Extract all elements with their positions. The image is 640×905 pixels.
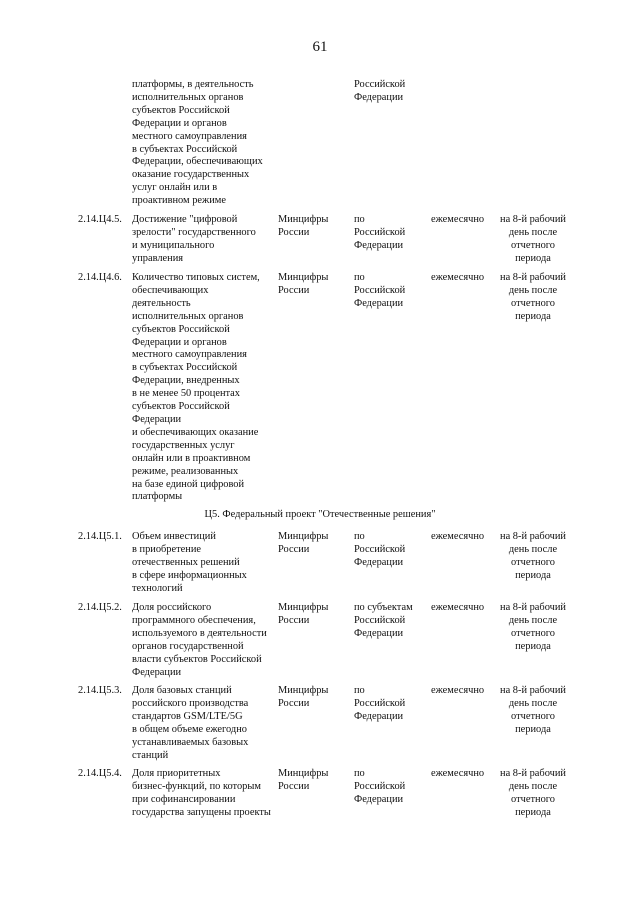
indicator-deadline: на 8-й рабочий день после отчетного периода xyxy=(500,531,566,581)
indicator-name: Доля базовых станций российского производства стандартов GSM/LTE/5G в общем объеме ежегодно устанавливаемых базовых станций xyxy=(132,685,249,761)
indicator-level: Российской Федерации xyxy=(354,79,406,103)
indicator-name: Доля российского программного обеспечения, используемого в деятельности органов государственной власти субъектов Российской Федерации xyxy=(132,602,267,678)
indicator-code: 2.14.Ц4.6. xyxy=(78,272,122,283)
indicator-level: по Российской Федерации xyxy=(354,768,406,805)
indicator-code: 2.14.Ц5.4. xyxy=(78,768,122,779)
indicator-code: 2.14.Ц4.5. xyxy=(78,214,122,225)
indicator-frequency: ежемесячно xyxy=(431,272,485,283)
indicator-responsible: Минцифры России xyxy=(278,768,329,792)
indicator-responsible: Минцифры России xyxy=(278,214,329,238)
indicator-name: Доля приоритетных бизнес-функций, по которым при софинансировании государства запущены проекты xyxy=(132,768,271,818)
indicator-frequency: ежемесячно xyxy=(431,531,485,542)
indicator-responsible: Минцифры России xyxy=(278,685,329,709)
indicator-deadline: на 8-й рабочий день после отчетного периода xyxy=(500,768,566,818)
indicator-level: по Российской Федерации xyxy=(354,214,406,251)
indicator-name: Количество типовых систем, обеспечивающих деятельность исполнительных органов субъектов Российской Федерации и органов местного самоуправления в субъектах Российской Федерации, внедренных в не менее 50 процентах субъектов Российской Федерации и обеспечивающих оказание государственных услуг онлайн или в проактивном режиме, реализованных на базе единой цифровой платформы xyxy=(132,272,260,503)
indicator-deadline: на 8-й рабочий день после отчетного периода xyxy=(500,214,566,264)
indicator-level: по Российской Федерации xyxy=(354,685,406,722)
indicator-code: 2.14.Ц5.2. xyxy=(78,602,122,613)
indicator-level: по Российской Федерации xyxy=(354,531,406,568)
indicator-code: 2.14.Ц5.3. xyxy=(78,685,122,696)
indicator-frequency: ежемесячно xyxy=(431,602,485,613)
indicator-code: 2.14.Ц5.1. xyxy=(78,531,122,542)
indicator-name: платформы, в деятельность исполнительных органов субъектов Российской Федерации и органов местного самоуправления в субъектах Российской Федерации, обеспечивающих оказание государственных услуг онлайн или в проактивном режиме xyxy=(132,79,263,207)
indicator-responsible: Минцифры России xyxy=(278,602,329,626)
indicator-level: по Российской Федерации xyxy=(354,272,406,309)
indicator-level: по субъектам Российской Федерации xyxy=(354,602,413,639)
indicator-deadline: на 8-й рабочий день после отчетного периода xyxy=(500,685,566,735)
indicator-frequency: ежемесячно xyxy=(431,768,485,779)
indicator-deadline: на 8-й рабочий день после отчетного периода xyxy=(500,272,566,322)
indicator-name: Объем инвестиций в приобретение отечественных решений в сфере информационных технологий xyxy=(132,531,247,594)
indicator-frequency: ежемесячно xyxy=(431,685,485,696)
indicator-responsible: Минцифры России xyxy=(278,531,329,555)
indicator-frequency: ежемесячно xyxy=(431,214,485,225)
indicator-name: Достижение "цифровой зрелости" государственного и муниципального управления xyxy=(132,214,256,264)
indicator-responsible: Минцифры России xyxy=(278,272,329,296)
indicator-deadline: на 8-й рабочий день после отчетного периода xyxy=(500,602,566,652)
section-heading: Ц5. Федеральный проект "Отечественные решения" xyxy=(204,509,436,520)
page-number: 61 xyxy=(312,39,328,55)
